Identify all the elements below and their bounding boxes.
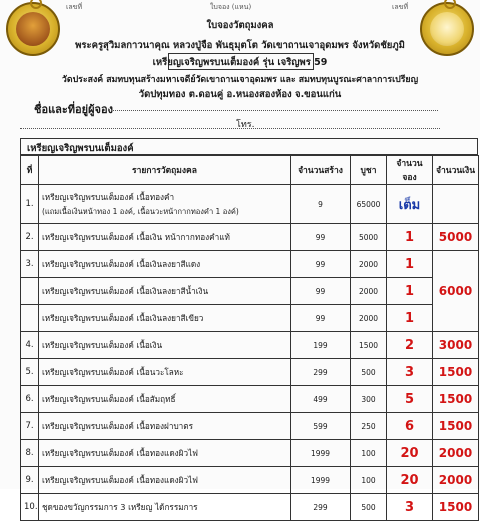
- row-made: 99: [291, 224, 351, 251]
- row-no: 10.: [21, 494, 39, 521]
- row-booked[interactable]: 1: [387, 251, 433, 278]
- row-made: 99: [291, 278, 351, 305]
- row-made: 99: [291, 251, 351, 278]
- row-booked[interactable]: 5: [387, 386, 433, 413]
- row-booked[interactable]: 1: [387, 278, 433, 305]
- row-price: 2000: [351, 305, 387, 332]
- table-row: [21, 185, 479, 224]
- corner-label-mid: ใบจอง (แหน): [210, 3, 252, 11]
- row-amount: 2000: [433, 440, 479, 467]
- header-line-1: พระครูสุวิมลกาวนาคุณ หลวงปู่จือ พันธุมุตโต วัดเขาถานเจาอุดมพร จังหวัดชัยภูมิ: [75, 40, 405, 51]
- row-price: 300: [351, 386, 387, 413]
- row-amount: 1500: [433, 494, 479, 521]
- booker-tel-label: โทร.: [236, 120, 255, 130]
- row-price: 1500: [351, 332, 387, 359]
- row-price: 500: [351, 494, 387, 521]
- table-row: [21, 413, 479, 440]
- row-item: เหรียญเจริญพรบนเต็มองค์ เนื้อเงินลงยาสีแดง: [39, 251, 291, 278]
- row-no: [21, 278, 39, 305]
- row-booked[interactable]: 6: [387, 413, 433, 440]
- row-item: ชุดของขวัญกรรมการ 3 เหรียญ ได้กรรมการ: [39, 494, 291, 521]
- col-header-made: จำนวนสร้าง: [291, 156, 351, 185]
- row-item: เหรียญเจริญพรบนเต็มองค์ เนื้อนวะโลหะ: [39, 359, 291, 386]
- row-item-name: เหรียญเจริญพรบนเต็มองค์ เนื้อทองคำ: [42, 191, 175, 202]
- table-row: [21, 251, 479, 278]
- table-row: [21, 386, 479, 413]
- row-item: เหรียญเจริญพรบนเต็มองค์ เนื้อเงินลงยาสีเขียว: [39, 305, 291, 332]
- booker-address-field[interactable]: [20, 128, 440, 129]
- row-booked[interactable]: 20: [387, 467, 433, 494]
- row-item: เหรียญเจริญพรบนเต็มองค์ เนื้อทองแดงผิวไฟ: [39, 467, 291, 494]
- row-amount: 5000: [433, 224, 479, 251]
- row-price: 100: [351, 440, 387, 467]
- row-no: 3.: [21, 251, 39, 278]
- row-price: 100: [351, 467, 387, 494]
- row-amount: 6000: [433, 251, 479, 332]
- row-booked[interactable]: 20: [387, 440, 433, 467]
- table-row: [21, 224, 479, 251]
- booker-name-label: ชื่อและที่อยู่ผู้จอง: [34, 103, 113, 116]
- order-table: [20, 155, 479, 521]
- row-price: 2000: [351, 251, 387, 278]
- row-no: [21, 305, 39, 332]
- row-item: เหรียญเจริญพรบนเต็มองค์ เนื้อทองแดงผิวไฟ: [39, 440, 291, 467]
- row-item: เหรียญเจริญพรบนเต็มองค์ เนื้อทองฝาบาตร: [39, 413, 291, 440]
- row-no: 9.: [21, 467, 39, 494]
- row-no: 5.: [21, 359, 39, 386]
- row-booked[interactable]: เต็ม: [387, 185, 433, 224]
- row-made: 299: [291, 359, 351, 386]
- row-price: 5000: [351, 224, 387, 251]
- row-amount: [433, 185, 479, 224]
- row-no: 8.: [21, 440, 39, 467]
- row-amount: 1500: [433, 359, 479, 386]
- corner-label-right: เลขที่: [392, 3, 409, 11]
- row-booked[interactable]: 3: [387, 359, 433, 386]
- row-item: เหรียญเจริญพรบนเต็มองค์ เนื้อเงินลงยาสีน้ำเงิน: [39, 278, 291, 305]
- row-booked[interactable]: 1: [387, 224, 433, 251]
- col-header-amount: จำนวนเงิน: [433, 156, 479, 185]
- col-header-price: บูชา: [351, 156, 387, 185]
- row-no: 7.: [21, 413, 39, 440]
- section-title: เหรียญเจริญพรบนเต็มองค์: [20, 138, 478, 155]
- col-header-no: ที่: [21, 156, 39, 185]
- row-made: 9: [291, 185, 351, 224]
- col-header-booked: จำนวนจอง: [387, 156, 433, 185]
- row-made: 199: [291, 332, 351, 359]
- header-line-3: วัดประสงค์ สมทบทุนสร้างมหาเจดีย์วัดเขาถานเจาอุดมพร และ สมทบทุนบูรณะศาลาการเปรียญ: [61, 75, 419, 85]
- table-row: [21, 440, 479, 467]
- row-price: 500: [351, 359, 387, 386]
- row-made: 599: [291, 413, 351, 440]
- row-booked[interactable]: 1: [387, 305, 433, 332]
- row-made: 99: [291, 305, 351, 332]
- header-line-4: วัดปทุมทอง ต.ดอนคู่ อ.หนองสองห้อง จ.ขอนแก่น: [138, 89, 342, 100]
- table-row: [21, 359, 479, 386]
- row-item: เหรียญเจริญพรบนเต็มองค์ เนื้อเงิน หน้ากากทองคำแท้: [39, 224, 291, 251]
- row-made: 1999: [291, 440, 351, 467]
- row-item: เหรียญเจริญพรบนเต็มองค์ เนื้อเงิน: [39, 332, 291, 359]
- row-price: 250: [351, 413, 387, 440]
- header-line-2: เหรียญเจริญพรบนเต็มองค์ รุ่น เจริญพร 59: [152, 57, 328, 68]
- row-made: 499: [291, 386, 351, 413]
- row-no: 6.: [21, 386, 39, 413]
- row-amount: 1500: [433, 386, 479, 413]
- row-item: เหรียญเจริญพรบนเต็มองค์ เนื้อสัมฤทธิ์: [39, 386, 291, 413]
- table-row: [21, 278, 479, 305]
- form-title: ใบจองวัตถุมงคล: [206, 20, 274, 31]
- row-amount: 3000: [433, 332, 479, 359]
- row-booked[interactable]: 3: [387, 494, 433, 521]
- table-header-row: [21, 156, 479, 185]
- row-no: 2.: [21, 224, 39, 251]
- row-no: 4.: [21, 332, 39, 359]
- row-made: 299: [291, 494, 351, 521]
- row-booked[interactable]: 2: [387, 332, 433, 359]
- row-price: 2000: [351, 278, 387, 305]
- row-amount: 1500: [433, 413, 479, 440]
- table-row: [21, 305, 479, 332]
- table-row: [21, 494, 479, 521]
- row-made: 1999: [291, 467, 351, 494]
- row-amount: 2000: [433, 467, 479, 494]
- row-price: 65000: [351, 185, 387, 224]
- col-header-item: รายการวัตถุมงคล: [39, 156, 291, 185]
- corner-label-left: เลขที่: [66, 3, 83, 11]
- row-item: [39, 185, 291, 224]
- table-row: [21, 467, 479, 494]
- row-item-note: (แถมเนื้อเงินหน้าทอง 1 องค์, เนื้อนวะหน้ากากทองคำ 1 องค์): [42, 206, 239, 216]
- table-row: [21, 332, 479, 359]
- booker-name-field[interactable]: [108, 110, 438, 111]
- row-no: 1.: [21, 185, 39, 224]
